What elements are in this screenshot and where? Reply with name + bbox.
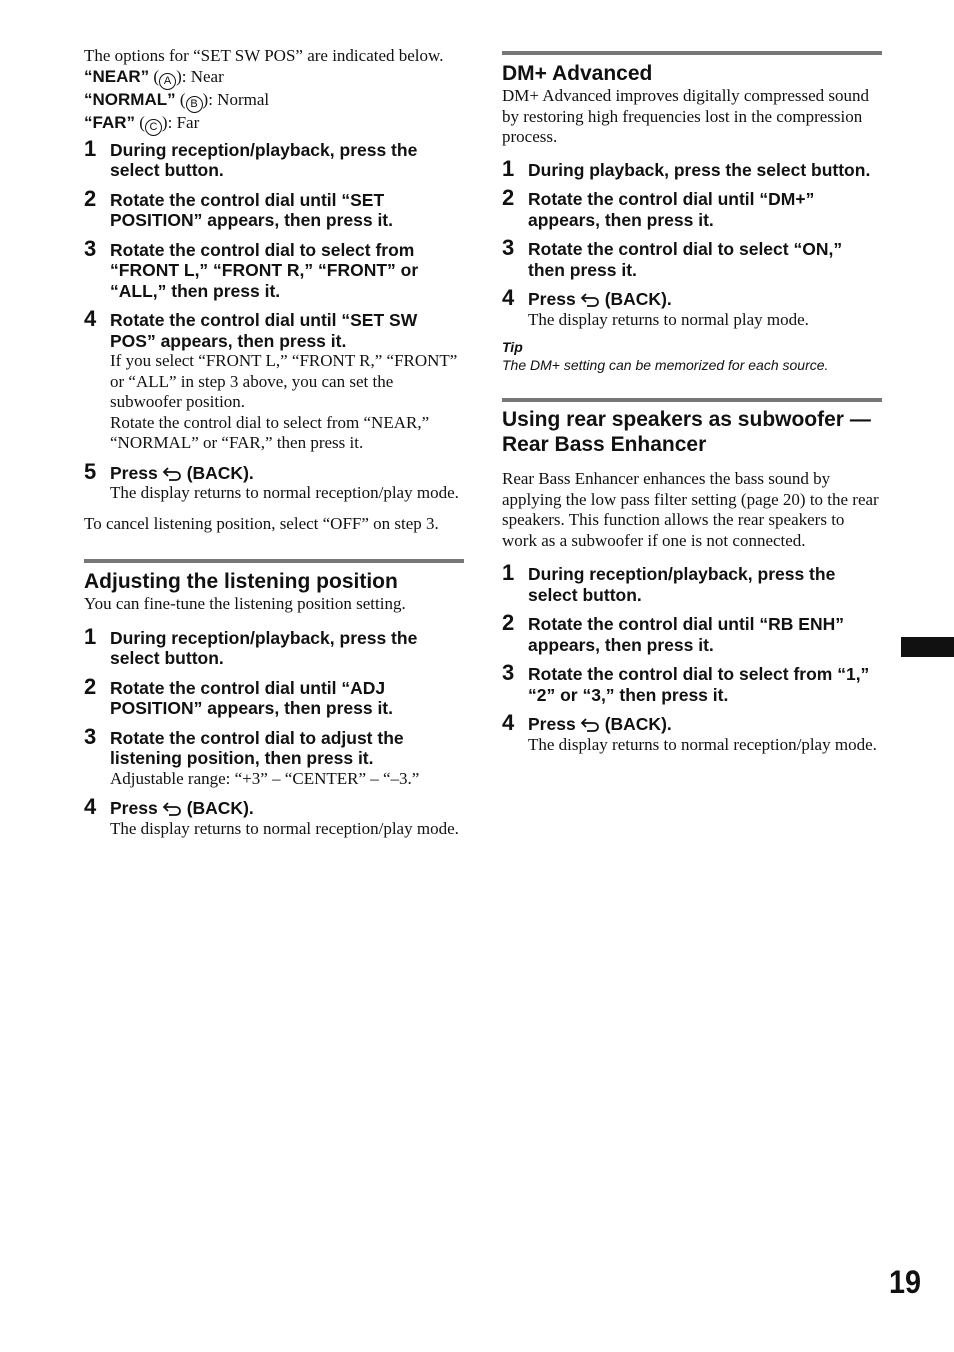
option-normal: “NORMAL” ( B ): Normal [84, 90, 464, 113]
back-arrow-icon [162, 802, 184, 816]
rbe-step-4: 4 Press (BACK). The display returns to normal reception/play mode. [502, 710, 877, 754]
section-heading-adjust: Adjusting the listening position [84, 570, 398, 593]
dm-step-4: 4 Press (BACK). The display returns to normal play mode. [502, 285, 809, 329]
sw-step-4: 4 Rotate the control dial until “SET SW POS” appears, then press it. If you select “FRONT L,” “FRONT R,” “FRONT” or “ALL” in step 3 above, you can set the subwoofer position. Rotate the control dial to select from “NEAR,” “NORMAL” or “FAR,” then press it. [84, 306, 458, 452]
sw-step-1: 1 During reception/playback, press the select button. [84, 135, 418, 180]
dm-step-3: 3 Rotate the control dial to select “ON,” then press it. [502, 235, 843, 280]
left-column [84, 0, 464, 839]
adjust-step-4: 4 Press (BACK). The display returns to normal reception/play mode. [84, 794, 459, 838]
right-column [502, 0, 882, 755]
rbe-step-3: 3 Rotate the control dial to select from “1,” “2” or “3,” then press it. [502, 660, 870, 705]
sw-step-2: 2 Rotate the control dial until “SET POSITION” appears, then press it. [84, 185, 393, 230]
circled-c-mark: C [145, 119, 162, 136]
sw-step-3: 3 Rotate the control dial to select from “FRONT L,” “FRONT R,” “FRONT” or “ALL,” then press it. [84, 235, 419, 301]
sw-pos-intro: The options for “SET SW POS” are indicated below. [84, 46, 444, 65]
adjust-step-1: 1 During reception/playback, press the select button. [84, 623, 418, 668]
side-index-tab [901, 637, 954, 657]
circled-b-mark: B [186, 96, 203, 113]
back-arrow-icon [162, 467, 184, 481]
rbe-step-2: 2 Rotate the control dial until “RB ENH” appears, then press it. [502, 610, 844, 655]
option-far: “FAR” ( C ): Far [84, 113, 464, 136]
circled-a-mark: A [159, 73, 176, 90]
section-rule [502, 51, 882, 55]
sw-step-5: 5 Press (BACK). The display returns to normal reception/play mode. [84, 458, 459, 502]
adjust-step-3: 3 Rotate the control dial to adjust the listening position, then press it. Adjustable range: “+3” – “CENTER” – “–3.” [84, 723, 420, 788]
section-rule [84, 559, 464, 563]
back-arrow-icon [580, 718, 602, 732]
tip-text: The DM+ setting can be memorized for each source. [502, 357, 829, 373]
cancel-note: To cancel listening position, select “OFF” on step 3. [84, 513, 439, 533]
section-heading-dm: DM+ Advanced [502, 62, 653, 85]
adjust-step-2: 2 Rotate the control dial until “ADJ POSITION” appears, then press it. [84, 673, 393, 718]
dm-step-1: 1 During playback, press the select button. [502, 155, 871, 181]
dm-intro: DM+ Advanced improves digitally compressed sound by restoring high frequencies lost in the compression process. [502, 86, 870, 146]
back-arrow-icon [580, 293, 602, 307]
page-number: 19 [888, 1264, 922, 1300]
section-heading-rbe: Using rear speakers as subwoofer — Rear Bass Enhancer [502, 408, 871, 456]
adjust-intro: You can fine-tune the listening position setting. [84, 594, 406, 613]
tip-heading: Tip [502, 339, 523, 355]
dm-step-2: 2 Rotate the control dial until “DM+” appears, then press it. [502, 185, 815, 230]
rbe-intro: Rear Bass Enhancer enhances the bass sound by applying the low pass filter setting (page 20) to the rear speakers. This function allows the rear speakers to work as a subwoofer if one is not connected. [502, 469, 879, 550]
rbe-step-1: 1 During reception/playback, press the select button. [502, 560, 836, 605]
option-near: “NEAR” ( A ): Near [84, 67, 464, 90]
section-rule [502, 398, 882, 402]
